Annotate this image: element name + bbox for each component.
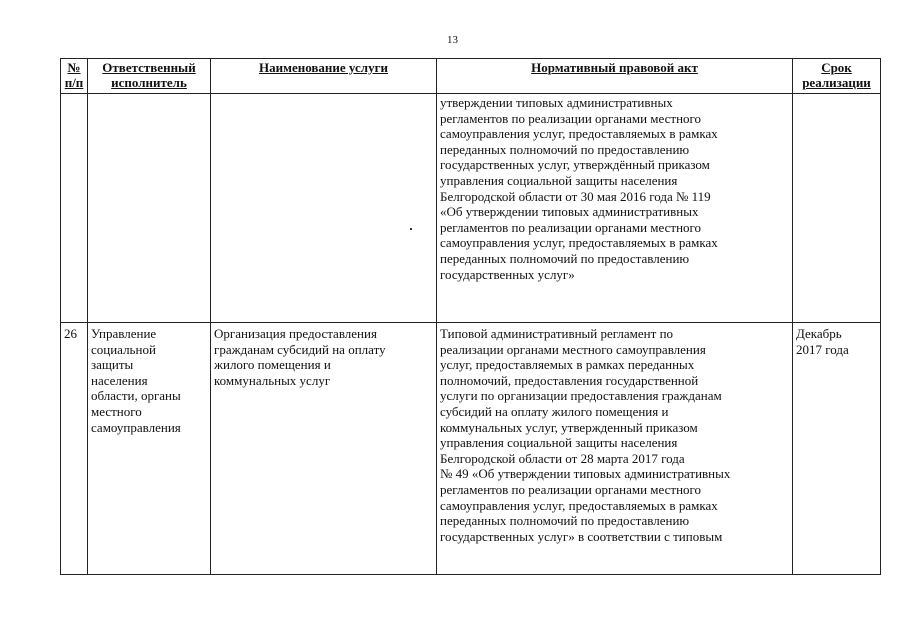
row-executor-cell (88, 94, 211, 323)
row-deadline-cell (793, 94, 881, 323)
header-deadline-label: Срок реализации (802, 60, 871, 90)
header-act (437, 59, 793, 94)
row-num-cell: 26 (61, 323, 88, 575)
header-executor-label: Ответственный исполнитель (102, 60, 196, 90)
services-table (60, 58, 881, 575)
header-executor (88, 59, 211, 94)
header-service (211, 59, 437, 94)
page-number: 13 (447, 34, 458, 46)
row-service-cell: Организация предоставления гражданам субсидий на оплату жилого помещения и коммунальных услуг (211, 323, 437, 575)
row-deadline-cell: Декабрь 2017 года (793, 323, 881, 575)
row-act-cell: утверждении типовых административных регламентов по реализации органами местного самоуправления услуг, предоставляемых в рамках переданных полномочий по предоставлению государственных услуг, утверждённый приказом управления социальной защиты населения Белгородской области от 30 мая 2016 года № 119 «Об утверждении типовых административных регламентов по реализации органами местного самоуправления услуг, предоставляемых в рамках переданных полномочий по предоставлению государственных услуг» (437, 94, 793, 323)
header-act-label: Нормативный правовой акт (531, 60, 698, 75)
header-service-label: Наименование услуги (259, 60, 388, 75)
row-service-cell (211, 94, 437, 323)
header-deadline (793, 59, 881, 94)
row-num-cell (61, 94, 88, 323)
table-row (61, 94, 881, 323)
row-act-cell: Типовой административный регламент по реализации органами местного самоуправления услуг, предоставляемых в рамках переданных полномочий, предоставления государственной услуги по организации предоставления гражданам субсидий на оплату жилого помещения и коммунальных услуг, утвержденный приказом управления социальной защиты населения Белгородской области от 28 марта 2017 года № 49 «Об утверждении типовых административных регламентов по реализации органами местного самоуправления услуг, предоставляемых в рамках переданных полномочий по предоставлению государственных услуг» в соответствии с типовым (437, 323, 793, 575)
row-executor-cell: Управление социальной защиты населения области, органы местного самоуправления (88, 323, 211, 575)
header-num (61, 59, 88, 94)
header-num-label: № п/п (64, 60, 84, 90)
table-row (61, 323, 881, 575)
table-header-row (61, 59, 881, 94)
scan-speck (410, 228, 412, 230)
